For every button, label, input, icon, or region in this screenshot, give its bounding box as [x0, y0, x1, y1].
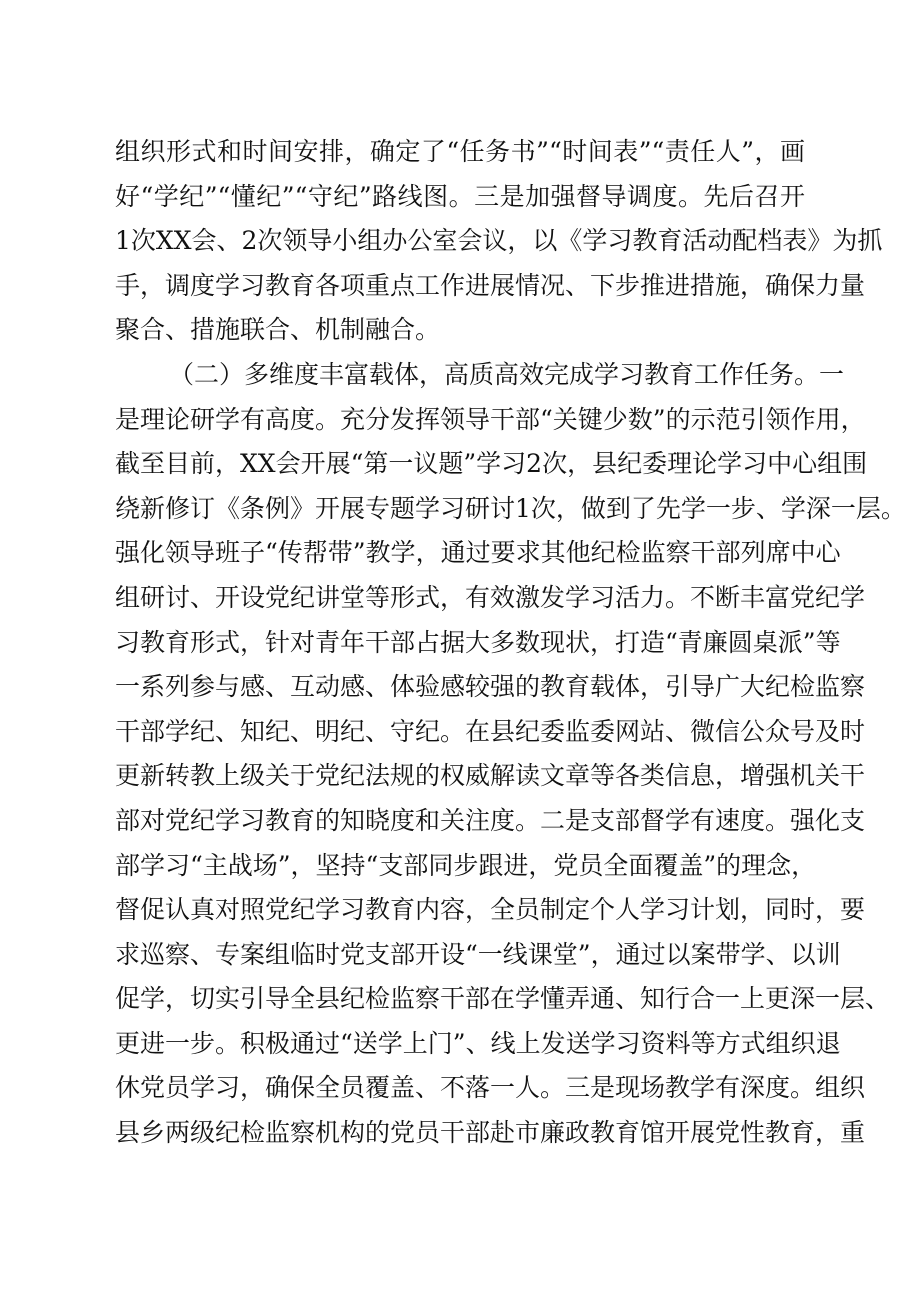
- text-line: 组研讨、开设党纪讲堂等形式，有效激发学习活力。不断丰富党纪学: [115, 582, 866, 612]
- text-line: 县乡两级纪检监察机构的党员干部赴市廉政教育馆开展党性教育，重: [115, 1118, 866, 1148]
- text-line: 组织形式和时间安排，确定了“任务书”“时间表”“责任人”，画: [115, 137, 805, 166]
- text-line: 习教育形式，针对青年干部占据大多数现状，打造“青廉圆桌派”等: [115, 627, 841, 657]
- document-body: [115, 130, 906, 1156]
- text-line: 促学，切实引导全县纪检监察干部在学懂弄通、知行合一上更深一层、: [115, 984, 891, 1014]
- text-line: 一系列参与感、互动感、体验感较强的教育载体，引导广大纪检监察: [115, 672, 866, 702]
- text-line: 休党员学习，确保全员覆盖、不落一人。三是现场教学有深度。组织: [115, 1073, 866, 1103]
- text-line: 强化领导班子“传帮带”教学，通过要求其他纪检监察干部列席中心: [115, 538, 841, 568]
- text-line: 干部学纪、知纪、明纪、守纪。在县纪委监委网站、微信公众号及时: [115, 716, 866, 746]
- text-line: 是理论研学有高度。充分发挥领导干部“关键少数”的示范引领作用，: [115, 404, 866, 434]
- text-line: 截至目前，XX会开展“第一议题”学习2次，县纪委理论学习中心组围: [115, 449, 868, 479]
- text-line: 聚合、措施联合、机制融合。: [115, 315, 441, 345]
- text-line: 部学习“主战场”，坚持“支部同步跟进，党员全面覆盖”的理念，: [115, 850, 817, 880]
- text-line: 好“学纪”“懂纪”“守纪”路线图。三是加强督导调度。先后召开: [115, 181, 805, 211]
- text-line: 绕新修订《条例》开展专题学习研讨1次，做到了先学一步、学深一层。: [115, 493, 906, 523]
- text-line: （二）多维度丰富载体，高质高效完成学习教育工作任务。一: [169, 359, 845, 389]
- text-line: 更新转教上级关于党纪法规的权威解读文章等各类信息，增强机关干: [115, 761, 866, 791]
- text-line: 督促认真对照党纪学习教育内容，全员制定个人学习计划，同时，要: [115, 895, 866, 925]
- text-line: 更进一步。积极通过“送学上门”、线上发送学习资料等方式组织退: [115, 1028, 841, 1058]
- text-line: 求巡察、专案组临时党支部开设“一线课堂”，通过以案带学、以训: [115, 939, 841, 969]
- text-line: 部对党纪学习教育的知晓度和关注度。二是支部督学有速度。强化支: [115, 805, 866, 835]
- text-line: 手，调度学习教育各项重点工作进展情况、下步推进措施，确保力量: [115, 270, 866, 300]
- text-line: 1次XX会、2次领导小组办公室会议，以《学习教育活动配档表》为抓: [115, 226, 883, 256]
